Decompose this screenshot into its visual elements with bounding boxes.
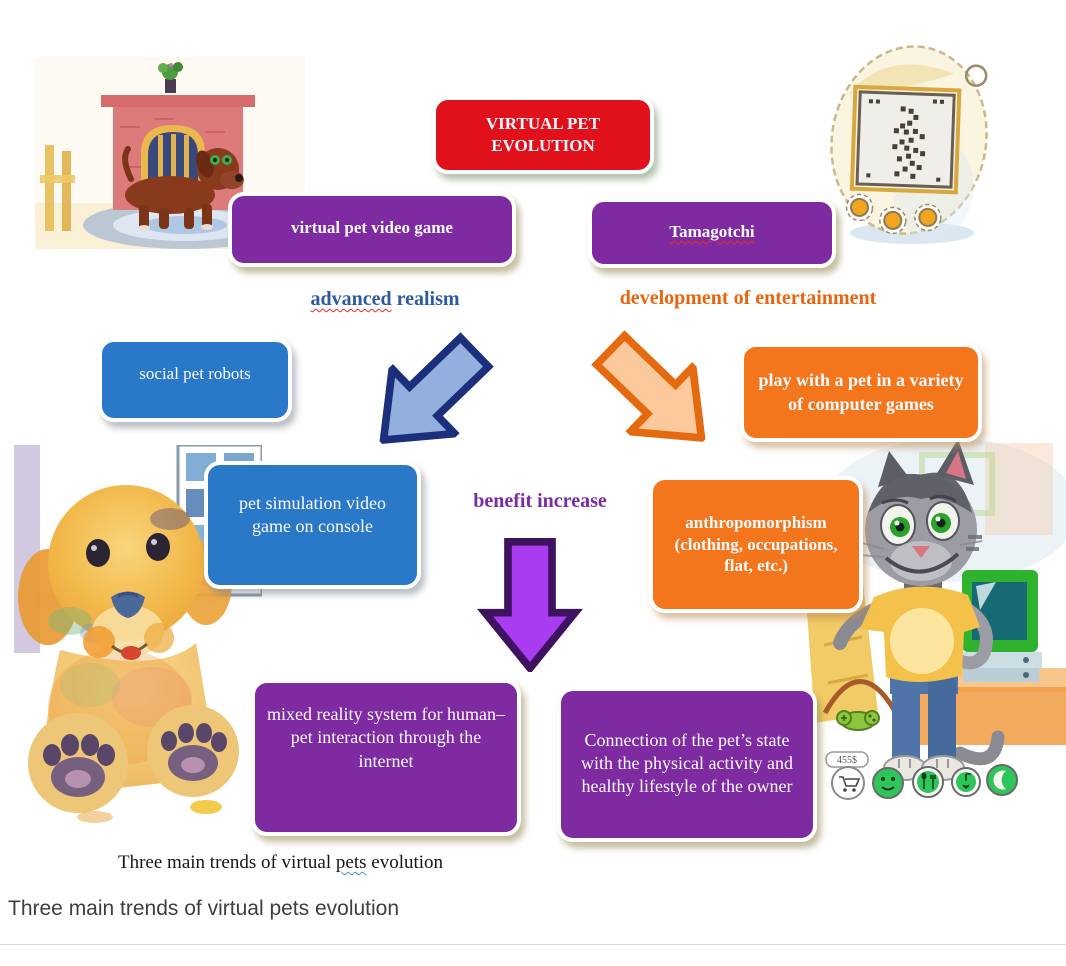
- tamagotchi-text: Tamagotchi: [669, 222, 755, 242]
- arrow-down-right-icon: [574, 313, 737, 475]
- label-advanced-realism: [290, 287, 480, 311]
- realism-word: realism: [391, 288, 460, 310]
- figure-caption-suffix: evolution: [366, 852, 444, 873]
- node-pet-simulation: pet simulation video game on console: [204, 461, 421, 589]
- tamagotchi-device-illustration: [812, 35, 1007, 250]
- figure-caption: [118, 852, 443, 874]
- price-tag: [826, 752, 868, 767]
- arrow-down-icon: [477, 538, 583, 672]
- node-social-pet-robots: social pet robots: [98, 338, 292, 422]
- virtual-pet-evolution-title: VIRTUAL PET EVOLUTION: [432, 96, 654, 174]
- node-virtual-pet-video-game: virtual pet video game: [228, 192, 516, 267]
- node-anthropomorphism: anthropomorphism (clothing, occupations, flat, etc.): [649, 476, 863, 613]
- node-play-with-pet: play with a pet in a variety of computer games: [740, 343, 982, 442]
- food-icon: [913, 767, 943, 797]
- figure-caption-prefix: Three main trends of virtual: [118, 852, 336, 873]
- node-tamagotchi: [588, 198, 836, 268]
- figure-caption-pets-word: pets: [335, 852, 367, 873]
- price-tag-text: 455$: [837, 755, 857, 766]
- arrow-down-left-icon: [347, 315, 510, 477]
- label-development-entertainment: development of entertainment: [619, 287, 877, 309]
- shopping-cart-icon: [832, 767, 864, 799]
- bottom-divider: [0, 944, 1066, 945]
- smiley-icon: [873, 768, 903, 798]
- care-icon: [952, 768, 980, 796]
- page-caption: Three main trends of virtual pets evolution: [8, 897, 400, 920]
- advanced-word: advanced: [310, 288, 392, 310]
- gamepad-icon: [837, 711, 879, 730]
- node-mixed-reality: mixed reality system for human–pet interaction through the internet: [251, 679, 521, 836]
- label-benefit-increase: benefit increase: [473, 490, 607, 512]
- node-connection-pet-state: Connection of the pet’s state with the physical activity and healthy lifestyle of the owner: [557, 687, 817, 842]
- sleep-moon-icon: [987, 765, 1017, 795]
